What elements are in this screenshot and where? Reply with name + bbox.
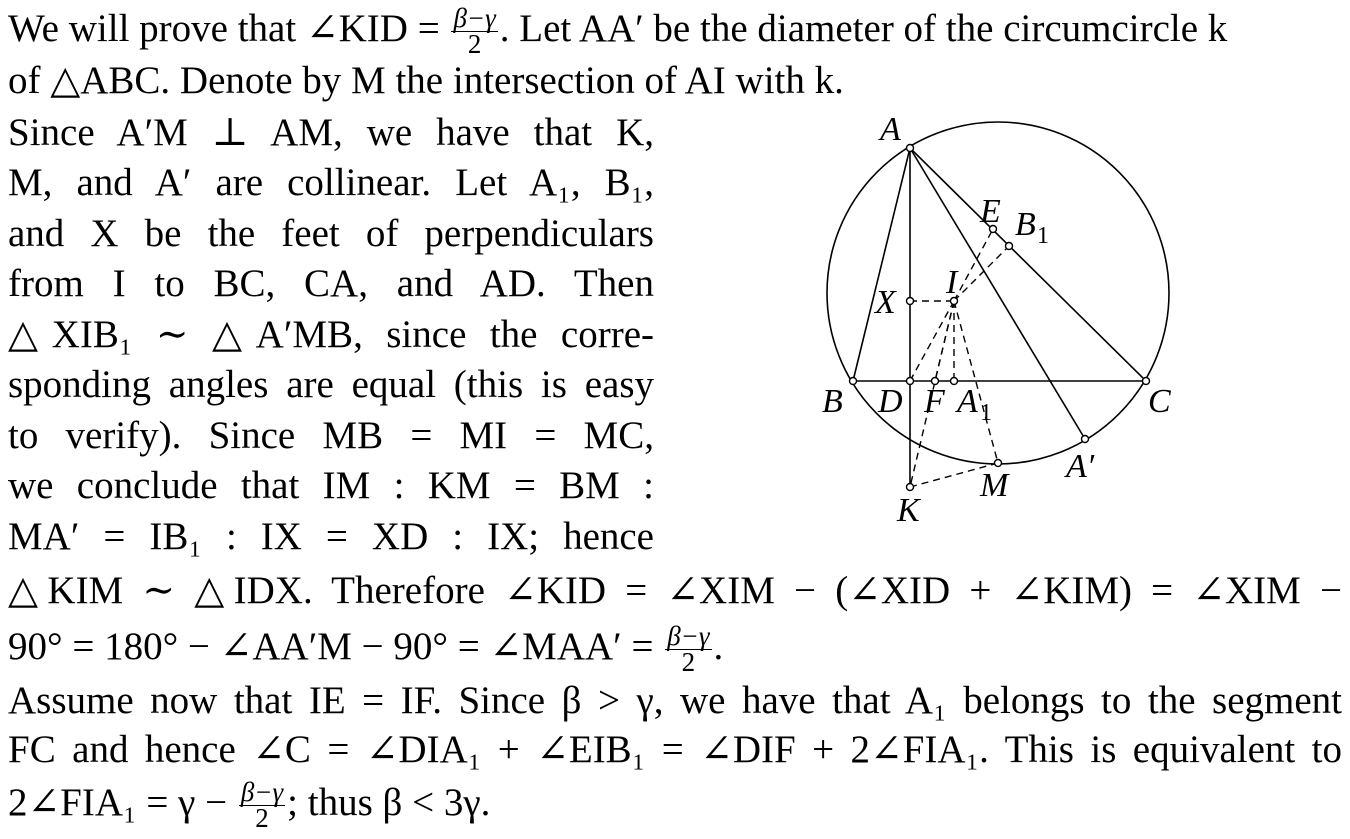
label-d: D <box>878 383 903 420</box>
label-k: K <box>897 492 920 529</box>
fraction-1 <box>451 3 497 60</box>
text-line-2: of △ABC. Denote by M the intersection of AI with k. <box>8 59 844 102</box>
fraction-3-denominator: 2 <box>255 803 269 834</box>
segment-ie <box>954 229 993 301</box>
fraction-2 <box>665 621 711 678</box>
fraction-1-denominator: 2 <box>467 29 482 60</box>
line-13-part-b: . <box>713 625 724 668</box>
fraction-3 <box>239 777 285 834</box>
label-f: F <box>924 383 945 420</box>
segment-ib1 <box>954 246 1009 301</box>
point-b <box>850 378 857 385</box>
fraction-2-numerator: β−γ <box>667 621 710 652</box>
label-x: X <box>875 284 896 321</box>
label-a1-sub: 1 <box>980 400 992 426</box>
line-13-part-a: 90° = 180° − ∠AA′M − 90° = ∠MAA′ = <box>8 625 664 668</box>
text-line-3: Since A′M ⊥ AM, we have that K, <box>8 111 654 154</box>
label-b1-sub: 1 <box>1037 223 1049 249</box>
label-e: E <box>980 193 1001 230</box>
text-line-7: △XIB₁ ∼ △A′MB, since the corre- <box>8 313 654 356</box>
fraction-2-denominator: 2 <box>681 647 696 678</box>
text-line-11: MA′ = IB₁ : IX = XD : IX; hence <box>8 515 654 558</box>
text-line-1 <box>8 3 1228 60</box>
label-a: A <box>880 111 901 148</box>
text-line-10: we conclude that IM : KM = BM : <box>8 464 654 507</box>
text-line-15: FC and hence ∠C = ∠DIA₁ + ∠EIB₁ = ∠DIF + 2∠FIA₁. This is equivalent to <box>8 728 1342 771</box>
point-a-prime <box>1082 436 1089 443</box>
text-line-6: from I to BC, CA, and AD. Then <box>8 262 654 305</box>
text-line-5: and X be the feet of perpendiculars <box>8 212 654 255</box>
text-line-13 <box>8 621 724 678</box>
segment-im <box>954 301 998 463</box>
text-line-4: M, and A′ are collinear. Let A₁, B₁, <box>8 161 654 204</box>
point-k <box>907 484 914 491</box>
label-b1: B <box>1015 206 1036 243</box>
label-b: B <box>822 383 843 420</box>
side-ab <box>853 148 910 381</box>
point-m <box>995 460 1002 467</box>
fraction-1-numerator: β−γ <box>453 3 496 34</box>
text-line-14: Assume now that IE = IF. Since β > γ, we have that A₁ belongs to the segment <box>8 679 1342 722</box>
geometry-figure <box>800 110 1190 530</box>
point-d <box>907 378 914 385</box>
line-16-part-b: ; thus β < 3γ. <box>287 781 491 824</box>
text-line-12: △KIM ∼ △IDX. Therefore ∠KID = ∠XIM − (∠XID + ∠KIM) = ∠XIM − <box>8 569 1342 612</box>
fraction-3-numerator: β−γ <box>240 777 284 808</box>
text-line-9: to verify). Since MB = MI = MC, <box>8 414 654 457</box>
label-i: I <box>946 264 958 301</box>
segment-id <box>910 301 954 381</box>
point-x <box>907 298 914 305</box>
text-line-16 <box>8 777 491 834</box>
line-1-part-a: We will prove that ∠KID = <box>8 7 450 50</box>
line-16-part-a: 2∠FIA₁ = γ − <box>8 781 237 824</box>
label-a-prime: A′ <box>1066 448 1095 485</box>
line-1-part-b: . Let AA′ be the diameter of the circumcircle k <box>499 7 1228 50</box>
point-b1 <box>1006 243 1013 250</box>
label-c: C <box>1148 383 1171 420</box>
label-m: M <box>980 467 1009 504</box>
point-a <box>907 145 914 152</box>
label-a1: A <box>957 383 978 420</box>
text-line-8: sponding angles are equal (this is easy <box>8 363 654 406</box>
